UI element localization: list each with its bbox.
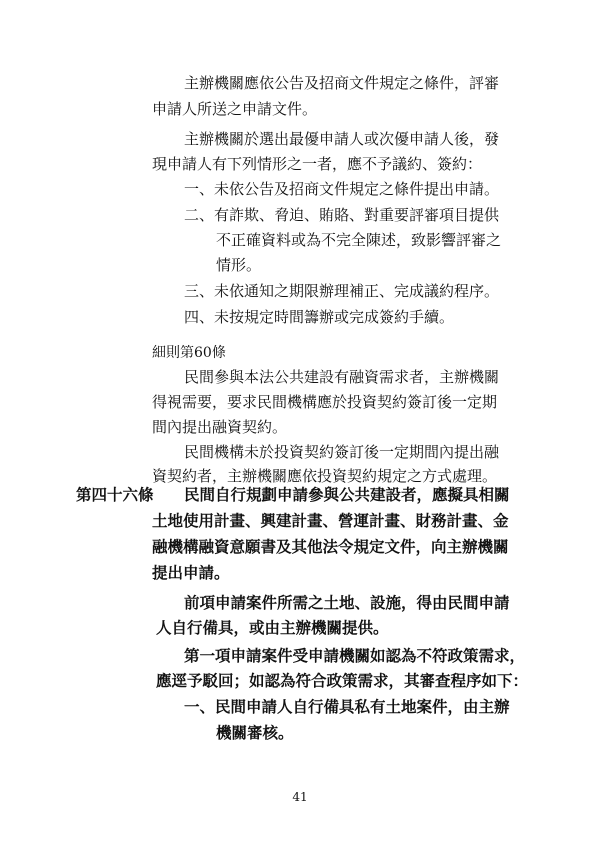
article-line: 前項申請案件所需之土地、設施，得由民間申請 — [184, 593, 510, 612]
page-number: 41 — [292, 790, 308, 804]
paragraph-line: 主辦機關於選出最優申請人或次優申請人後，發 — [184, 130, 500, 148]
article-line: 民間自行規劃申請參與公共建設者，應擬具相關 — [184, 485, 510, 504]
article-line: 土地使用計畫、興建計畫、營運計畫、財務計畫、金 — [152, 511, 509, 530]
list-item: 三、未依通知之期限辦理補正、完成議約程序。 — [184, 282, 500, 300]
paragraph-line: 民間機構未於投資契約簽訂後一定期間內提出融 — [184, 443, 500, 461]
list-item-continuation: 機關審核。 — [216, 723, 294, 742]
paragraph-line: 得視需要，要求民間機構應於投資契約簽訂後一定期 — [152, 393, 498, 411]
article-line: 第一項申請案件受申請機關如認為不符政策需求， — [184, 646, 526, 665]
list-item-continuation: 不正確資料或為不完全陳述，致影響評審之 — [216, 231, 502, 249]
article-line: 融機構融資意願書及其他法令規定文件，向主辦機關 — [152, 537, 509, 556]
paragraph-line: 資契約者，主辦機關應依投資契約規定之方式處理。 — [152, 467, 498, 485]
paragraph-line: 間內提出融資契約。 — [152, 418, 288, 436]
paragraph-line: 民間參與本法公共建設有融資需求者，主辦機關 — [184, 368, 500, 386]
rule-heading: 細則第60條 — [152, 345, 226, 361]
article-number: 第四十六條 — [76, 485, 154, 504]
article-line: 提出申請。 — [152, 563, 230, 582]
list-item: 二、有詐欺、脅迫、賄賂、對重要評審項目提供 — [184, 206, 500, 224]
list-item-continuation: 情形。 — [216, 256, 262, 274]
list-item: 一、未依公告及招商文件規定之條件提出申請。 — [184, 180, 500, 198]
paragraph-line: 主辦機關應依公告及招商文件規定之條件，評審 — [184, 74, 500, 92]
paragraph-line: 申請人所送之申請文件。 — [152, 100, 318, 118]
list-item: 一、民間申請人自行備具私有土地案件，由主辦 — [184, 697, 510, 716]
paragraph-line: 現申請人有下列情形之一者，應不予議約、簽約： — [152, 155, 483, 173]
list-item: 四、未按規定時間籌辦或完成簽約手續。 — [184, 308, 455, 326]
article-line: 應逕予駁回；如認為符合政策需求，其審查程序如下： — [156, 671, 529, 690]
article-line: 人自行備具，或由主辦機關提供。 — [156, 618, 389, 637]
